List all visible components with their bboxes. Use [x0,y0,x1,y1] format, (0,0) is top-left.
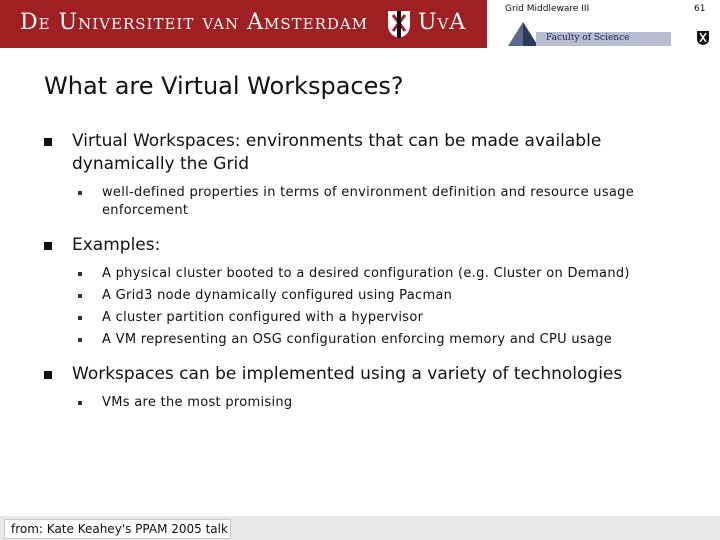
source-citation: from: Kate Keahey's PPAM 2005 talk [11,522,228,536]
page-number: 61 [694,4,706,14]
uva-shield-icon [386,9,412,39]
faculty-label: Faculty of Science [546,33,630,43]
bullet-group [44,234,694,349]
footer-bar [0,516,720,540]
bullet-item: Virtual Workspaces: environments that can be made available dynamically the Grid [44,130,694,176]
sub-bullet-item: A VM representing an OSG configuration enforcing memory and CPU usage [72,331,694,349]
pyramid-icon [506,20,540,48]
sub-bullet-item: well-defined properties in terms of environment definition and resource usage enforcement [72,184,694,220]
slide-content [44,130,694,426]
sub-bullet-item: VMs are the most promising [72,394,694,412]
slide-title: What are Virtual Workspaces? [44,72,404,100]
university-banner [0,0,487,48]
course-title: Grid Middleware III [505,4,590,14]
sub-bullet-item: A cluster partition configured with a hypervisor [72,309,694,327]
source-citation-box [4,519,231,539]
university-name: De Universiteit van Amsterdam [20,10,369,35]
bullet-item: Workspaces can be implemented using a variety of technologies [44,363,694,386]
sub-bullet-item: A physical cluster booted to a desired configuration (e.g. Cluster on Demand) [72,265,694,283]
faculty-logo [506,20,712,48]
bullet-group [44,130,694,220]
uva-abbreviation: UvA [418,10,467,35]
sub-bullet-item: A Grid3 node dynamically configured using Pacman [72,287,694,305]
bullet-item: Examples: [44,234,694,257]
bullet-group [44,363,694,412]
small-uva-shield-icon [696,30,710,46]
